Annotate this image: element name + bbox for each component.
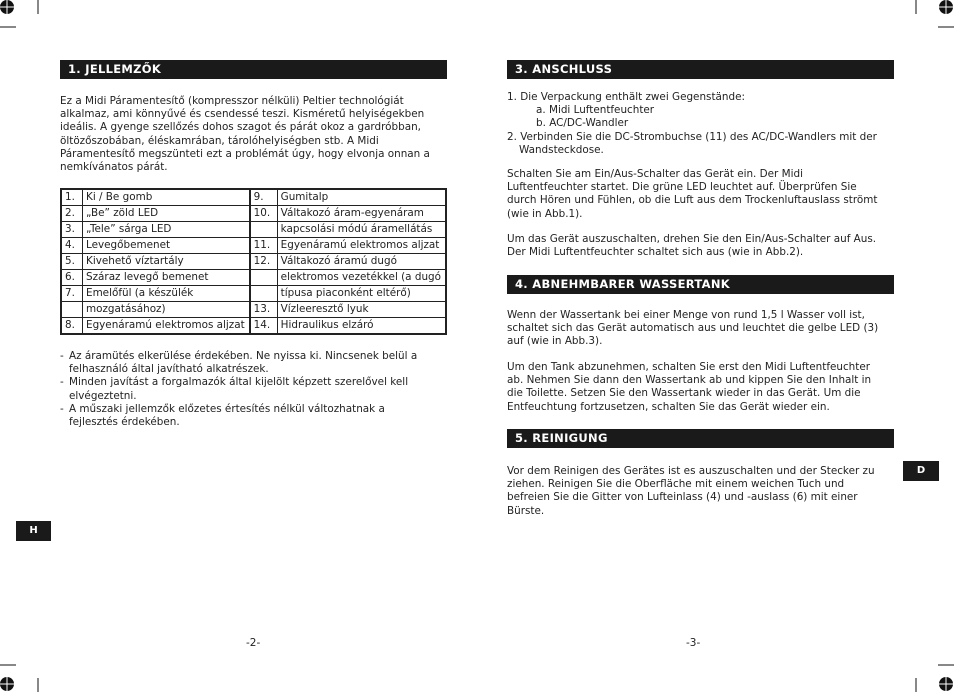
step-line: a. Midi Luftentfeuchter [536, 104, 655, 117]
page-number-left: -2- [246, 637, 261, 649]
note-item: - A műszaki jellemzők előzetes értesítés nélkül változhatnak a fejlesztés érdekében. [60, 402, 385, 429]
item-label: Váltakozó áramú dugó [277, 254, 446, 270]
item-number: 14. [250, 318, 278, 335]
item-number [250, 286, 278, 302]
water-tank-paragraph-2: Um den Tank abzunehmen, schalten Sie erst den Midi Luftentfeuchter ab. Nehmen Sie dann den Wassertank ab und kippen Sie den Inhalt in die Toilette. Setzen Sie den Wassertank wieder in das Gerät. Um die Entfeuchtung fortzusetzen, schalten Sie das Gerät wieder ein. [507, 361, 872, 413]
step-line: 2. Verbinden Sie die DC-Strombuchse (11) des AC/DC-Wandlers mit der [507, 130, 877, 143]
page-number-right: -3- [686, 637, 701, 649]
intro-paragraph [60, 95, 450, 174]
intro-line: öltözőszobában, éléskamrában, tárolóhelyiségben stb. A Midi [60, 134, 379, 147]
item-label: típusa piaconként eltérő) [277, 286, 446, 302]
item-label: kapcsolási módú áramellátás [277, 222, 446, 238]
item-label: Száraz levegő bemenet [83, 270, 250, 286]
item-label: mozgatásához) [83, 302, 250, 318]
section-heading-connection: 3. ANSCHLUSS [507, 60, 894, 79]
item-number: 5. [61, 254, 83, 270]
table-row [61, 286, 446, 302]
item-label: Ki / Be gomb [83, 189, 250, 206]
item-number: 9. [250, 189, 278, 206]
connection-paragraph-1: Schalten Sie am Ein/Aus-Schalter das Gerät ein. Der Midi Luftentfeuchter startet. Die grüne LED leuchtet auf. Überprüfen Sie durch Hören und Fühlen, ob die Luft aus dem Trockenluftauslass strömt (wie in Abb.1). [507, 168, 878, 220]
item-label: Gumitalp [277, 189, 446, 206]
table-row [61, 222, 446, 238]
item-label: elektromos vezetékkel (a dugó [277, 270, 446, 286]
item-label: Váltakozó áram-egyenáram [277, 206, 446, 222]
item-number [250, 222, 278, 238]
connection-steps [507, 91, 897, 157]
table-row [61, 270, 446, 286]
item-number: 11. [250, 238, 278, 254]
table-row [61, 254, 446, 270]
language-tag-german: D [903, 461, 939, 481]
item-number: 13. [250, 302, 278, 318]
item-label: Egyenáramú elektromos aljzat [277, 238, 446, 254]
item-label: Hidraulikus elzáró [277, 318, 446, 335]
intro-line: ideális. A gyenge szellőzés dohos szagot és párát okoz a gardróbban, [60, 121, 421, 134]
step-line: b. AC/DC-Wandler [536, 117, 629, 130]
intro-line: Ez a Midi Páramentesítő (kompresszor nélküli) Peltier technológiát [60, 95, 404, 107]
item-number: 10. [250, 206, 278, 222]
intro-line: nemkívánatos párát. [60, 161, 168, 174]
table-row [61, 318, 446, 335]
notes-list [60, 350, 440, 429]
item-label: „Be” zöld LED [83, 206, 250, 222]
intro-line: alkalmaz, ami könnyűvé és csendessé teszi. Kisméretű helyiségekben [60, 108, 425, 121]
item-number: 8. [61, 318, 83, 335]
item-label: Kivehető víztartály [83, 254, 250, 270]
table-row [61, 189, 446, 206]
section-heading-features: 1. JELLEMZŐK [60, 60, 447, 79]
item-number [250, 270, 278, 286]
intro-line: Páramentesítő megszünteti ezt a problémát úgy, hogy elvonja onnan a [60, 147, 430, 160]
step-line: Wandsteckdose. [519, 143, 604, 156]
item-number [61, 302, 83, 318]
section-heading-water-tank: 4. ABNEHMBARER WASSERTANK [507, 275, 894, 294]
item-label: Levegőbemenet [83, 238, 250, 254]
section-heading-cleaning: 5. REINIGUNG [507, 429, 894, 448]
table-row [61, 302, 446, 318]
step-line: 1. Die Verpackung enthält zwei Gegenstände: [507, 91, 745, 103]
item-label: Vízleeresztő lyuk [277, 302, 446, 318]
item-number: 4. [61, 238, 83, 254]
item-label: Emelőfül (a készülék [83, 286, 250, 302]
table-row [61, 206, 446, 222]
item-number: 3. [61, 222, 83, 238]
item-number: 6. [61, 270, 83, 286]
connection-paragraph-2: Um das Gerät auszuschalten, drehen Sie den Ein/Aus-Schalter auf Aus. Der Midi Luftentfeuchter schaltet sich aus (wie in Abb.2). [507, 233, 877, 259]
note-item: - Az áramütés elkerülése érdekében. Ne nyissa ki. Nincsenek belül a felhasználó által javítható alkatrészek. [60, 350, 418, 376]
item-label: Egyenáramú elektromos aljzat [83, 318, 250, 335]
water-tank-paragraph-1: Wenn der Wassertank bei einer Menge von rund 1,5 l Wasser voll ist, schaltet sich das Gerät automatisch aus und leuchtet die gelbe LED (3) auf (wie in Abb.3). [507, 309, 879, 348]
item-number: 1. [61, 189, 83, 206]
item-label: „Tele” sárga LED [83, 222, 250, 238]
table-row [61, 238, 446, 254]
language-tag-hungarian: H [16, 521, 51, 541]
cleaning-paragraph: Vor dem Reinigen des Gerätes ist es auszuschalten und der Stecker zu ziehen. Reinigen Sie die Oberfläche mit einem weichen Tuch und befreien Sie die Gitter von Lufteinlass (4) und -auslass (6) mit einer Bürste. [507, 465, 875, 517]
item-number: 2. [61, 206, 83, 222]
item-number: 12. [250, 254, 278, 270]
features-table [60, 188, 447, 335]
note-item: - Minden javítást a forgalmazók által kijelölt képzett szerelővel kell elvégeztetni. [60, 376, 409, 402]
item-number: 7. [61, 286, 83, 302]
